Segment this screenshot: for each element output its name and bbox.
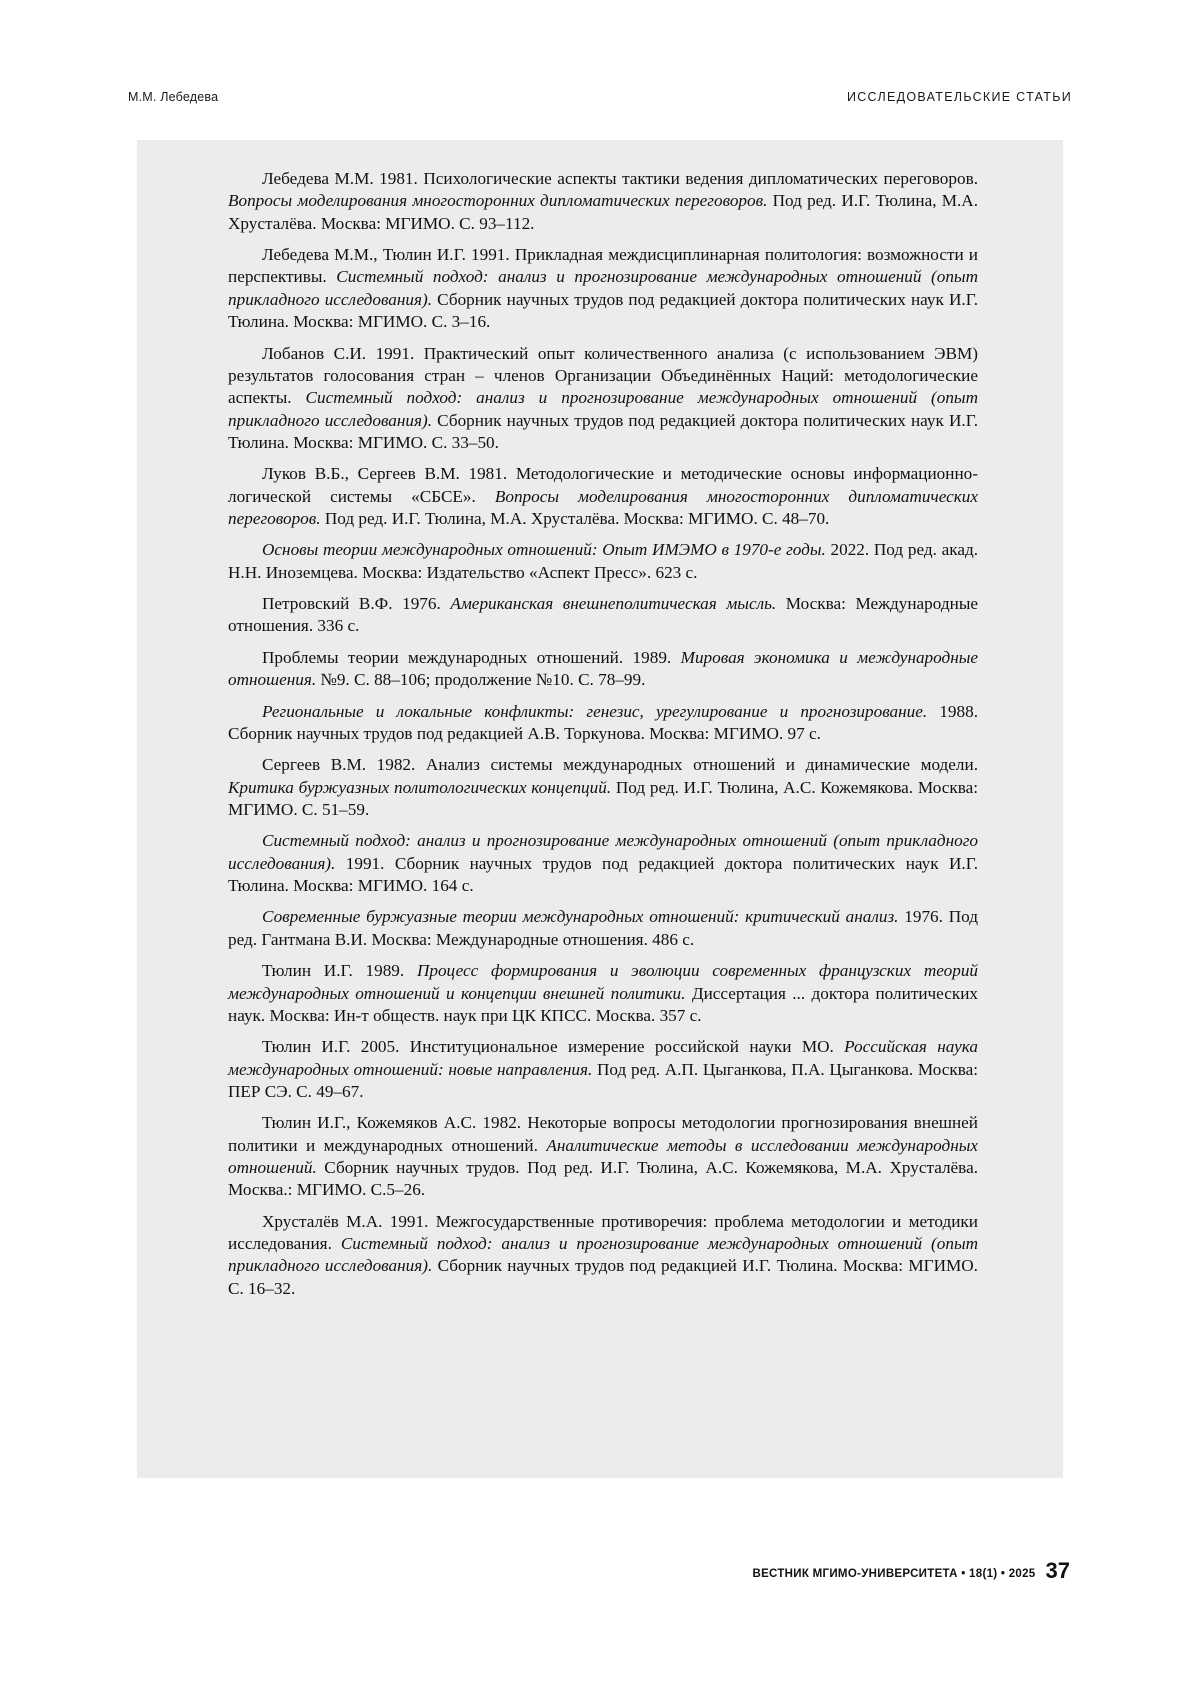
reference-title-italic: Вопросы моделирования многосторонних дипломатических переговоров. xyxy=(228,191,768,211)
reference-entry xyxy=(228,1036,978,1103)
page-footer xyxy=(752,1560,1070,1582)
reference-text: Лебедева М.М., Тюлин И.Г. 1991. Прикладная междисциплинарная политология: возможности и перспективы. xyxy=(228,245,978,287)
reference-title-italic: Системный подход: анализ и прогнозирование международных отношений (опыт прикладного исследования). xyxy=(228,831,978,873)
reference-title-italic: Американская внешнеполитическая мысль. xyxy=(450,594,777,614)
reference-entry xyxy=(228,960,978,1027)
reference-entry xyxy=(228,539,978,584)
reference-text: Луков В.Б., Сергеев В.М. 1981. Методологические и методические основы информационно-логической системы «СБСЕ». xyxy=(228,464,978,506)
reference-text: Под ред. И.Г. Тюлина, А.С. Кожемякова. Москва: МГИМО. С. 51–59. xyxy=(228,777,978,819)
reference-entry xyxy=(228,593,978,638)
footer-journal-info: ВЕСТНИК МГИМО-УНИВЕРСИТЕТА • 18(1) • 2025 xyxy=(752,1568,1036,1580)
reference-text: Под ред. И.Г. Тюлина, М.А. Хрусталёва. Москва: МГИМО. С. 48–70. xyxy=(320,509,830,529)
reference-title-italic: Аналитические методы в исследовании международных отношений. xyxy=(228,1135,978,1178)
running-head-author: М.М. Лебедева xyxy=(128,90,219,104)
reference-text: Под ред. И.Г. Тюлина, М.А. Хрусталёва. Москва: МГИМО. С. 93–112. xyxy=(228,191,978,233)
reference-entry xyxy=(228,701,978,746)
reference-text: Под ред. А.П. Цыганкова, П.А. Цыганкова. Москва: ПЕР СЭ. С. 49–67. xyxy=(228,1059,978,1101)
reference-entry xyxy=(228,830,978,897)
reference-text: Диссертация ... доктора политических наук. Москва: Ин-т обществ. наук при ЦК КПСС. Москва. 357 с. xyxy=(228,983,979,1025)
reference-text: 1988. Сборник научных трудов под редакцией А.В. Торкунова. Москва: МГИМО. 97 с. xyxy=(228,701,979,743)
reference-text: 1991. Сборник научных трудов под редакцией доктора политических наук И.Г. Тюлина. Москва: МГИМО. 164 с. xyxy=(228,853,978,896)
reference-text: Сборник научных трудов под редакцией доктора политических наук И.Г. Тюлина. Москва: МГИМО. С. 3–16. xyxy=(228,289,978,332)
reference-title-italic: Системный подход: анализ и прогнозирование международных отношений (опыт прикладного исследования). xyxy=(228,388,978,430)
reference-title-italic: Региональные и локальные конфликты: генезис, урегулирование и прогнозирование. xyxy=(262,701,928,721)
reference-entry xyxy=(228,647,978,692)
running-head xyxy=(128,88,1072,106)
reference-text: Тюлин И.Г. 1989. xyxy=(262,961,417,981)
reference-title-italic: Системный подход: анализ и прогнозирование международных отношений (опыт прикладного исследования). xyxy=(228,1234,979,1276)
reference-entry xyxy=(228,754,978,821)
reference-title-italic: Мировая экономика и международные отношения. xyxy=(228,647,979,690)
reference-text: Сборник научных трудов. Под ред. И.Г. Тюлина, А.С. Кожемякова, М.А. Хрусталёва. Москва.: МГИМО. С.5–26. xyxy=(228,1158,978,1200)
reference-entry xyxy=(228,463,978,530)
reference-title-italic: Процесс формирования и эволюции современных французских теорий международных отношений и концепции внешней политики. xyxy=(228,961,979,1003)
reference-text: Лебедева М.М. 1981. Психологические аспекты тактики ведения дипломатических переговоров. xyxy=(262,169,978,188)
reference-list xyxy=(228,168,978,1309)
reference-entry xyxy=(228,343,978,455)
reference-text: 2022. Под ред. акад. Н.Н. Иноземцева. Москва: Издательство «Аспект Пресс». 623 с. xyxy=(228,540,978,582)
reference-title-italic: Вопросы моделирования многосторонних дипломатических переговоров. xyxy=(228,486,978,529)
reference-text: Сборник научных трудов под редакцией доктора политических наук И.Г. Тюлина. Москва: МГИМО. С. 33–50. xyxy=(228,410,978,452)
reference-text: Проблемы теории международных отношений. 1989. xyxy=(262,647,681,667)
reference-text: №9. С. 88–106; продолжение №10. С. 78–99. xyxy=(316,670,646,690)
reference-title-italic: Основы теории международных отношений: Опыт ИМЭМО в 1970-е годы. xyxy=(262,540,826,560)
reference-text: Хрусталёв М.А. 1991. Межгосударственные противоречия: проблема методологии и методики исследования. xyxy=(228,1211,978,1254)
reference-text: Сборник научных трудов под редакцией И.Г. Тюлина. Москва: МГИМО. С. 16–32. xyxy=(228,1256,978,1298)
page-number: 37 xyxy=(1045,1558,1070,1583)
reference-entry xyxy=(228,1211,978,1300)
reference-text: Лобанов С.И. 1991. Практический опыт количественного анализа (с использованием ЭВМ) результатов голосования стран – членов Организации Объединённых Наций: методологические аспекты. xyxy=(228,343,978,408)
reference-text: 1976. Под ред. Гантмана В.И. Москва: Международные отношения. 486 с. xyxy=(228,907,978,949)
reference-entry xyxy=(228,1112,978,1201)
reference-title-italic: Современные буржуазные теории международных отношений: критический анализ. xyxy=(262,907,899,927)
reference-title-italic: Российская наука международных отношений: новые направления. xyxy=(228,1037,978,1079)
running-head-section: ИССЛЕДОВАТЕЛЬСКИЕ СТАТЬИ xyxy=(846,90,1072,104)
reference-title-italic: Системный подход: анализ и прогнозирование международных отношений (опыт прикладного исследования). xyxy=(228,267,978,309)
reference-entry xyxy=(228,168,978,235)
reference-text: Тюлин И.Г. 2005. Институциональное измерение российской науки МО. xyxy=(262,1037,845,1057)
reference-text: Петровский В.Ф. 1976. xyxy=(262,594,451,614)
reference-entry xyxy=(228,244,978,333)
reference-text: Москва: Международные отношения. 336 с. xyxy=(228,594,978,636)
reference-text: Тюлин И.Г., Кожемяков А.С. 1982. Некоторые вопросы методологии прогнозирования внешней политики и международных отношений. xyxy=(228,1113,978,1155)
reference-text: Сергеев В.М. 1982. Анализ системы международных отношений и динамические модели. xyxy=(262,755,978,775)
reference-title-italic: Критика буржуазных политологических концепций. xyxy=(228,777,612,797)
reference-entry xyxy=(228,906,978,951)
